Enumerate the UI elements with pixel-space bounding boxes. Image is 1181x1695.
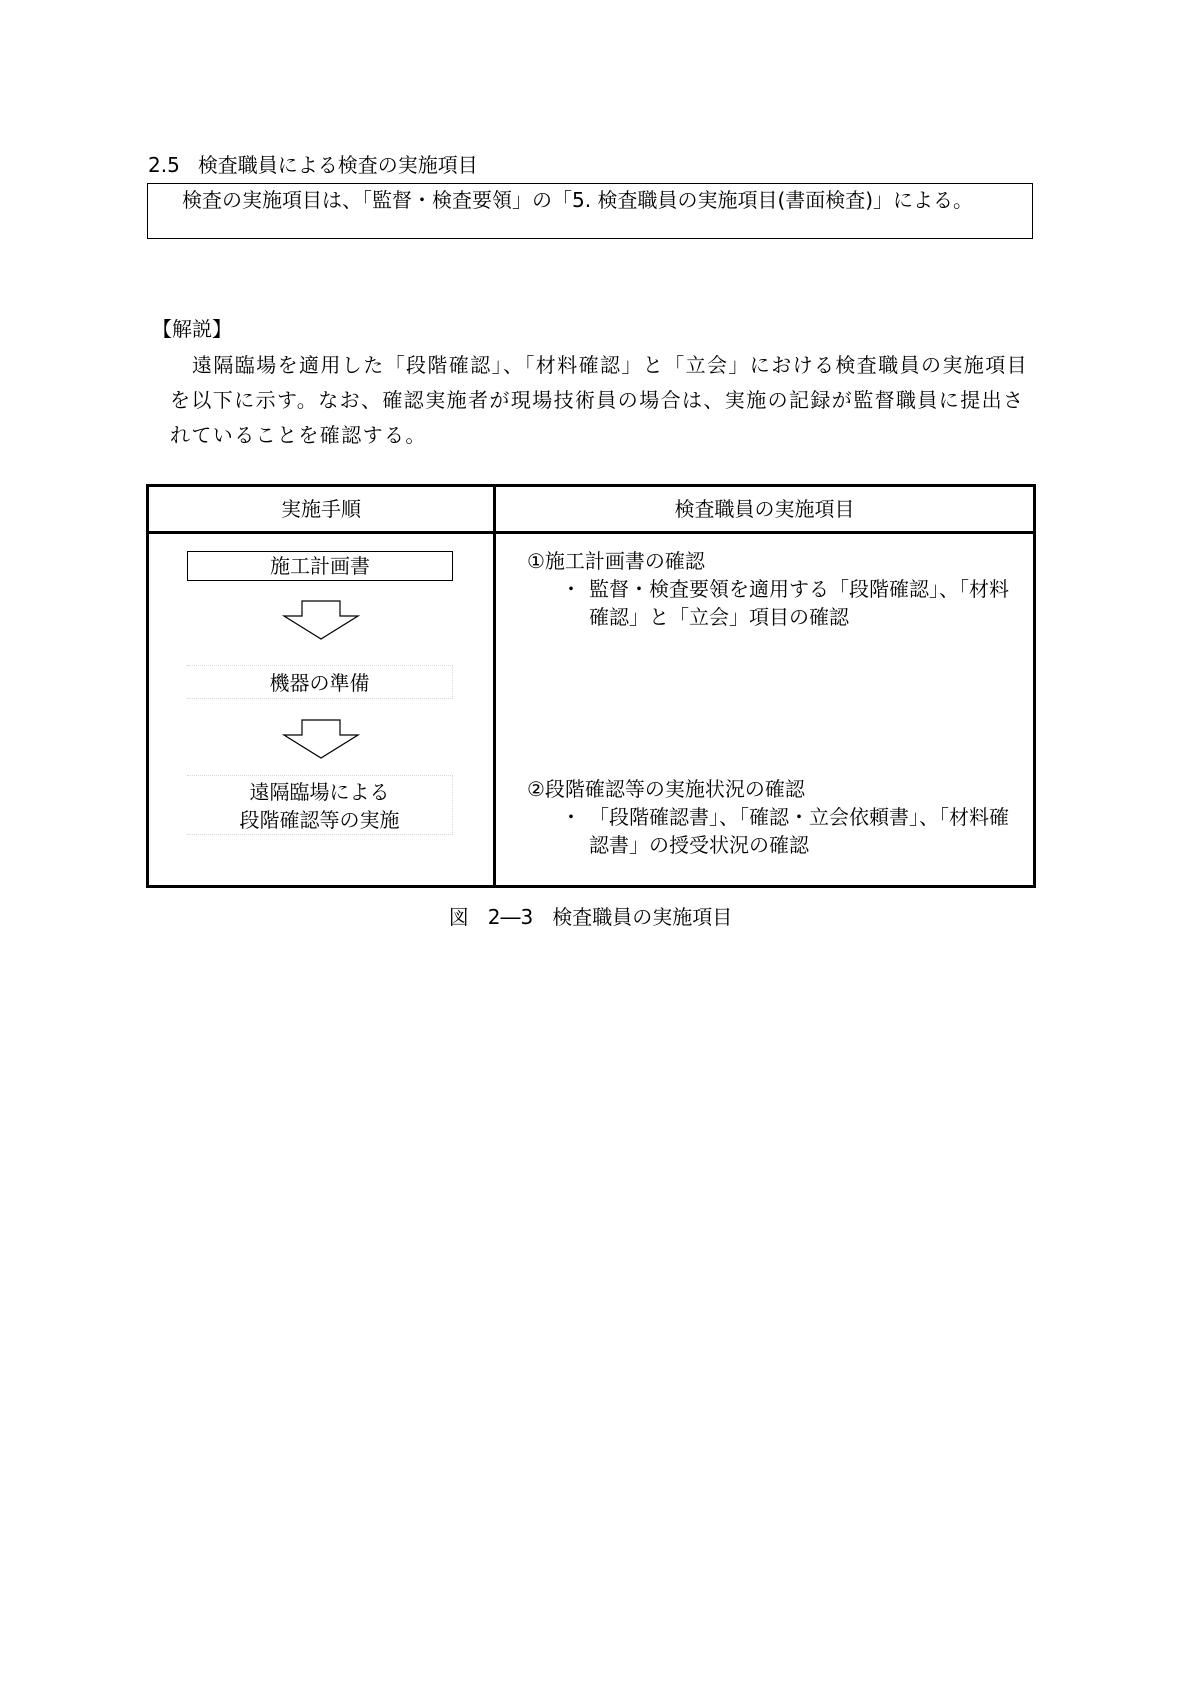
explanation-body <box>170 348 1036 453</box>
inspection-item-title: ①施工計画書の確認 <box>527 549 705 573</box>
note-box <box>147 183 1033 239</box>
bullet-mark: ・ <box>561 577 581 601</box>
inspection-item-bullet <box>527 803 1023 859</box>
caption-number: 2―3 <box>487 905 534 929</box>
step-equipment-preparation: 機器の準備 <box>187 665 453 699</box>
column-divider <box>493 487 496 885</box>
inspection-item-2 <box>527 775 1023 859</box>
step-construction-plan: 施工計画書 <box>187 551 453 581</box>
step-remote-confirmation <box>187 775 453 835</box>
inspection-item-title: ②段階確認等の実施状況の確認 <box>527 777 805 801</box>
explanation-text: 遠隔臨場を適用した「段階確認」、「材料確認」と「立会」における検査職員の実施項目を以下に示す。なお、確認実施者が現場技術員の場合は、実施の記録が監督職員に提出されていることを確認する。 <box>170 353 1028 447</box>
inspection-item-bullet <box>527 575 1023 631</box>
section-title: 検査職員による検査の実施項目 <box>197 153 478 177</box>
bullet-mark: ・ <box>561 805 581 829</box>
caption-prefix: 図 <box>448 905 469 929</box>
explanation-title: 【解説】 <box>152 317 232 341</box>
down-arrow-icon <box>282 600 360 640</box>
bullet-text: 監督・検査要領を適用する「段階確認」、「材料確認」と「立会」項目の確認 <box>589 577 1009 629</box>
caption-title: 検査職員の実施項目 <box>552 905 733 929</box>
down-arrow-icon <box>282 719 360 759</box>
bullet-text: 「段階確認書」、「確認・立会依頼書」、「材料確認書」の授受状況の確認 <box>589 805 1009 857</box>
header-inspection-items: 検査職員の実施項目 <box>674 497 855 521</box>
procedure-table <box>146 484 1036 888</box>
header-divider <box>149 531 1033 534</box>
header-procedure: 実施手順 <box>281 497 361 521</box>
step-remote-line2: 段階確認等の実施 <box>239 808 400 832</box>
note-text: 検査の実施項目は、「監督・検査要領」の「5. 検査職員の実施項目(書面検査)」による。 <box>182 188 974 212</box>
section-heading <box>148 150 478 180</box>
inspection-item-1 <box>527 547 1023 631</box>
section-number: 2.5 <box>148 153 180 177</box>
step-remote-line1: 遠隔臨場による <box>249 780 390 804</box>
figure-caption <box>0 902 1181 932</box>
